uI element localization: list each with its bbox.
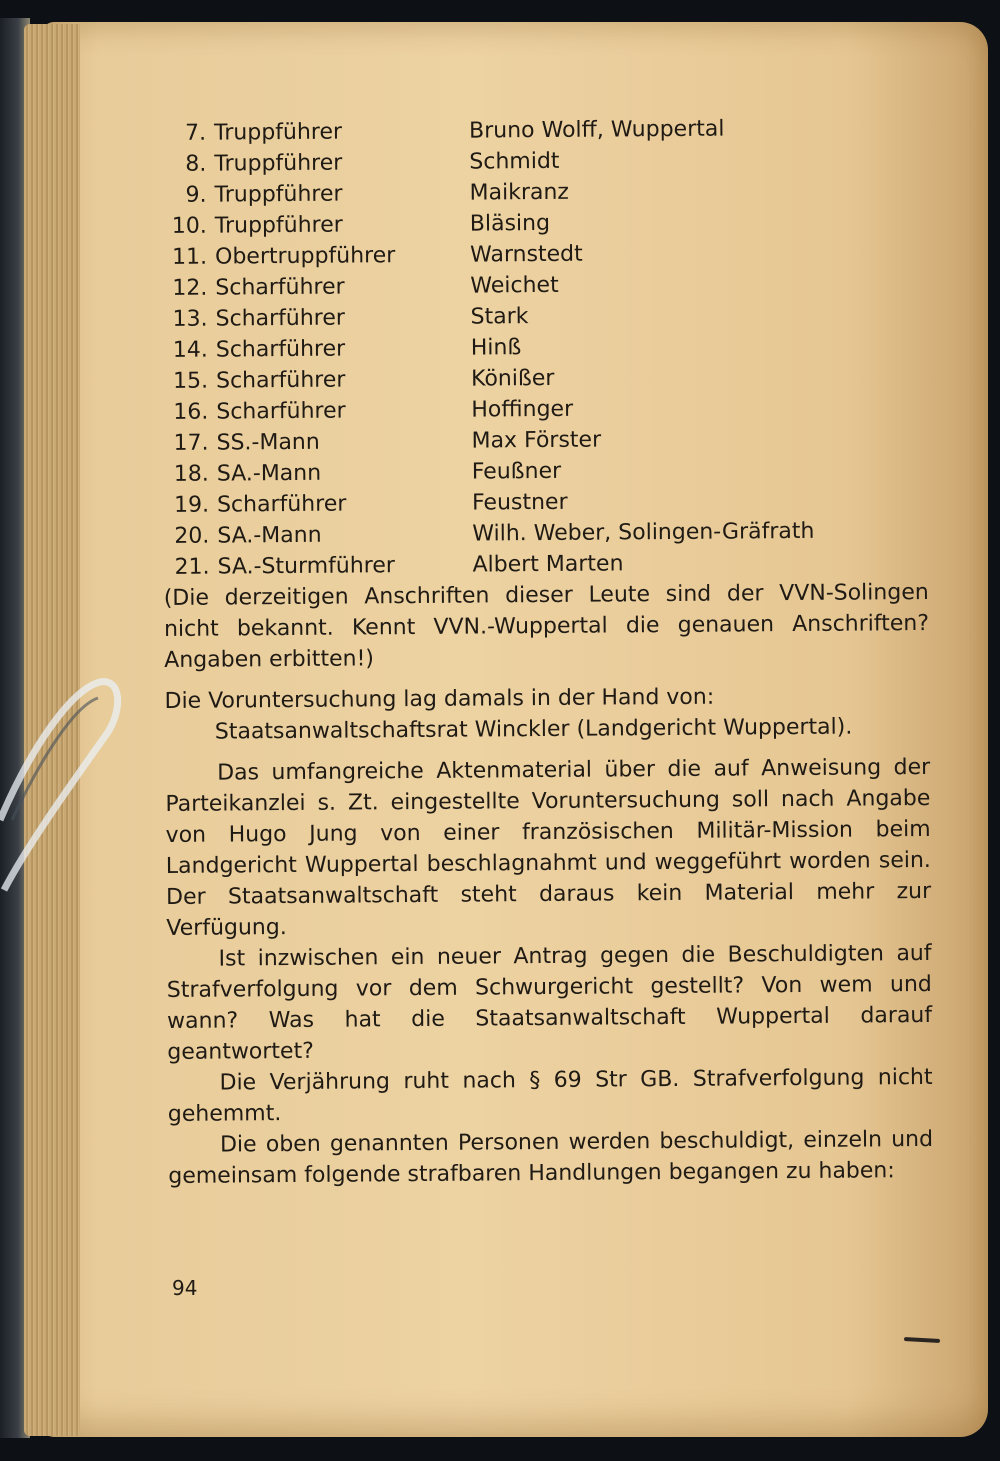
roster-name: Warnstedt: [469, 241, 583, 268]
body-paragraph: Die Verjährung ruht nach § 69 Str GB. Strafverfolgung nicht gehemmt.: [167, 1064, 933, 1127]
roster-name: Albert Marten: [472, 551, 624, 578]
page-number: 94: [172, 1276, 198, 1300]
roster-rank: Scharführer: [216, 398, 346, 425]
roster-number: 20.: [174, 523, 210, 549]
roster-rank: Truppführer: [214, 150, 343, 177]
roster-name: Hoffinger: [471, 396, 574, 423]
roster-number: 16.: [173, 399, 209, 425]
body-paragraph: Ist inzwischen ein neuer Antrag gegen die Beschuldigten auf Strafverfolgung vor dem Schwurgericht gestellt? Von wem und wann? Was hat die Staatsanwaltschaft Wuppertal darauf geantwortet?: [166, 940, 933, 1065]
roster-number: 19.: [173, 492, 210, 518]
roster-name: Feußner: [471, 458, 562, 485]
roster-rank: Truppführer: [214, 181, 343, 208]
roster-rank: Obertruppführer: [214, 243, 396, 270]
roster-number: 12.: [172, 275, 208, 301]
roster-number: 7.: [185, 120, 207, 146]
roster-name: Könißer: [470, 365, 555, 392]
roster-name: Schmidt: [469, 148, 560, 175]
roster-number: 8.: [185, 151, 207, 177]
roster-rank: SA.-Mann: [217, 522, 322, 549]
accused-roster: [160, 112, 929, 583]
body-paragraph: Das umfangreiche Aktenmaterial über die auf Anweisung der Parteikanzlei s. Zt. eingestellte Voruntersuchung soll nach Angabe von Hugo Jung von einer französischen Militär-Mission beim Landgericht Wuppertal beschlagnahmt und weggeführt worden sein. Der Staatsanwaltschaft steht daraus kein Material mehr zur Verfügung.: [165, 754, 932, 941]
roster-name: Maikranz: [469, 179, 570, 206]
roster-rank: Scharführer: [215, 305, 345, 332]
roster-rank: Truppführer: [214, 119, 343, 146]
roster-rank: Scharführer: [215, 336, 346, 363]
roster-rank: SA.-Sturmführer: [217, 553, 395, 580]
roster-name: Wilh. Weber, Solingen-Gräfrath: [472, 518, 815, 547]
page-edges: [24, 24, 80, 1436]
roster-number: 21.: [174, 554, 210, 580]
roster-name: Hinß: [470, 335, 522, 361]
roster-name: Feustner: [471, 489, 568, 516]
roster-rank: Scharführer: [215, 274, 345, 301]
body-paragraph: Die oben genannten Personen werden beschuldigt, einzeln und gemeinsam folgende strafbaren Handlungen begangen zu haben:: [168, 1126, 934, 1189]
roster-number: 17.: [173, 430, 209, 456]
roster-number: 14.: [172, 337, 208, 363]
roster-name: Bruno Wolff, Wuppertal: [469, 116, 725, 144]
roster-number: 18.: [173, 461, 209, 487]
roster-rank: SA.-Mann: [216, 460, 322, 487]
roster-name: Max Förster: [471, 427, 602, 454]
roster-rank: Scharführer: [216, 491, 347, 518]
roster-number: 10.: [171, 213, 207, 239]
roster-number: 13.: [172, 306, 208, 332]
roster-number: 11.: [171, 244, 208, 270]
roster-number: 9.: [185, 182, 207, 208]
investigation-intro: Die Voruntersuchung lag damals in der Hand von:: [164, 684, 715, 714]
roster-number: 15.: [172, 368, 209, 394]
roster-rank: SS.-Mann: [216, 429, 320, 456]
roster-rank: Truppführer: [214, 212, 343, 239]
investigation-person: Staatsanwaltschaftsrat Winckler (Landgericht Wuppertal).: [214, 714, 853, 745]
address-note: (Die derzeitigen Anschriften dieser Leute sind der VVN-Solingen nicht bekannt. Kennt VVN.-Wuppertal die genauen Anschriften? Angaben erbitten!): [163, 579, 930, 673]
roster-name: Stark: [470, 304, 529, 330]
roster-rank: Scharführer: [215, 367, 346, 394]
page-text: [160, 112, 933, 1192]
roster-name: Weichet: [470, 272, 559, 299]
roster-name: Bläsing: [469, 210, 551, 237]
